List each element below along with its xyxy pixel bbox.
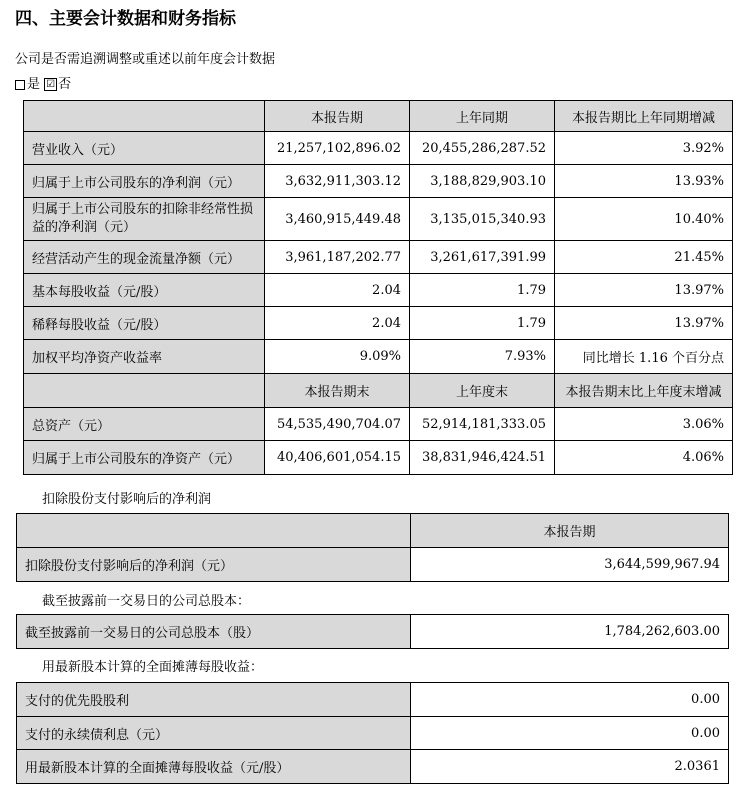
current-value: 2.04	[265, 274, 410, 307]
change-value: 10.40%	[555, 198, 733, 241]
header-blank	[17, 514, 411, 548]
row-value: 2.0361	[411, 750, 729, 784]
row-label: 截至披露前一交易日的公司总股本（股）	[17, 615, 411, 649]
table-row	[24, 132, 733, 165]
row-label: 基本每股收益（元/股）	[24, 274, 265, 307]
table-row	[17, 750, 729, 784]
table-row	[24, 340, 733, 374]
yes-label: 是	[27, 77, 41, 92]
prior-value: 3,261,617,391.99	[410, 241, 555, 274]
row-label: 营业收入（元）	[24, 132, 265, 165]
row-value: 3,644,599,967.94	[411, 548, 729, 582]
row-label: 加权平均净资产收益率	[24, 340, 265, 374]
row-label: 归属于上市公司股东的扣除非经常性损益的净利润（元）	[24, 198, 265, 241]
table-header-row	[17, 514, 729, 548]
header-blank	[24, 374, 265, 408]
prior-value: 1.79	[410, 274, 555, 307]
table-row	[24, 441, 733, 475]
row-value: 0.00	[411, 683, 729, 717]
restate-question: 公司是否需追溯调整或重述以前年度会计数据	[15, 52, 276, 67]
table-row	[24, 307, 733, 340]
diluted-eps-caption: 用最新股本计算的全面摊薄每股收益：	[42, 660, 264, 675]
column-header: 本报告期末比上年度末增减	[555, 374, 733, 408]
row-label: 支付的优先股股利	[17, 683, 411, 717]
prior-value: 7.93%	[410, 340, 555, 374]
row-label: 经营活动产生的现金流量净额（元）	[24, 241, 265, 274]
change-value: 13.97%	[555, 274, 733, 307]
table-row	[24, 274, 733, 307]
prior-value: 38,831,946,424.51	[410, 441, 555, 475]
row-label: 归属于上市公司股东的净资产（元）	[24, 441, 265, 475]
change-value: 3.92%	[555, 132, 733, 165]
total-shares-caption: 截至披露前一交易日的公司总股本：	[42, 594, 251, 609]
change-value: 3.06%	[555, 408, 733, 441]
prior-value: 3,188,829,903.10	[410, 165, 555, 198]
column-header: 本报告期比上年同期增减	[555, 101, 733, 132]
column-header: 本报告期	[411, 514, 729, 548]
column-header: 上年同期	[410, 101, 555, 132]
current-value: 3,961,187,202.77	[265, 241, 410, 274]
diluted-eps-table	[16, 682, 729, 784]
total-shares-table	[16, 614, 729, 649]
row-value: 1,784,262,603.00	[411, 615, 729, 649]
table-row	[17, 548, 729, 582]
change-value: 同比增长 1.16 个百分点	[555, 340, 733, 374]
share-pay-caption: 扣除股份支付影响后的净利润	[42, 492, 212, 507]
row-label: 总资产（元）	[24, 408, 265, 441]
row-label: 支付的永续债利息（元）	[17, 717, 411, 750]
restate-options	[15, 73, 71, 92]
current-value: 40,406,601,054.15	[265, 441, 410, 475]
row-value: 0.00	[411, 717, 729, 750]
column-header: 本报告期	[265, 101, 410, 132]
change-value: 21.45%	[555, 241, 733, 274]
column-header: 本报告期末	[265, 374, 410, 408]
current-value: 3,632,911,303.12	[265, 165, 410, 198]
header-blank	[24, 101, 265, 132]
section-heading: 四、主要会计数据和财务指标	[15, 9, 236, 29]
no-checkbox-checked-icon[interactable]: ☑	[44, 78, 57, 91]
table-row	[24, 241, 733, 274]
table-row	[24, 198, 733, 241]
current-value: 9.09%	[265, 340, 410, 374]
current-value: 3,460,915,449.48	[265, 198, 410, 241]
table-row	[17, 717, 729, 750]
prior-value: 1.79	[410, 307, 555, 340]
current-value: 2.04	[265, 307, 410, 340]
table-row	[24, 165, 733, 198]
row-label: 扣除股份支付影响后的净利润（元）	[17, 548, 411, 582]
table-row	[24, 408, 733, 441]
change-value: 13.93%	[555, 165, 733, 198]
prior-value: 20,455,286,287.52	[410, 132, 555, 165]
prior-value: 52,914,181,333.05	[410, 408, 555, 441]
prior-value: 3,135,015,340.93	[410, 198, 555, 241]
table-header-row	[24, 101, 733, 132]
change-value: 13.97%	[555, 307, 733, 340]
table-row	[17, 683, 729, 717]
table-row	[17, 615, 729, 649]
current-value: 21,257,102,896.02	[265, 132, 410, 165]
current-value: 54,535,490,704.07	[265, 408, 410, 441]
yes-checkbox[interactable]	[15, 80, 25, 90]
row-label: 归属于上市公司股东的净利润（元）	[24, 165, 265, 198]
row-label: 用最新股本计算的全面摊薄每股收益（元/股）	[17, 750, 411, 784]
change-value: 4.06%	[555, 441, 733, 475]
share-pay-table	[16, 513, 729, 582]
main-financial-table	[23, 100, 733, 475]
table-header-row	[24, 374, 733, 408]
row-label: 稀释每股收益（元/股）	[24, 307, 265, 340]
no-label: 否	[58, 77, 72, 92]
column-header: 上年度末	[410, 374, 555, 408]
